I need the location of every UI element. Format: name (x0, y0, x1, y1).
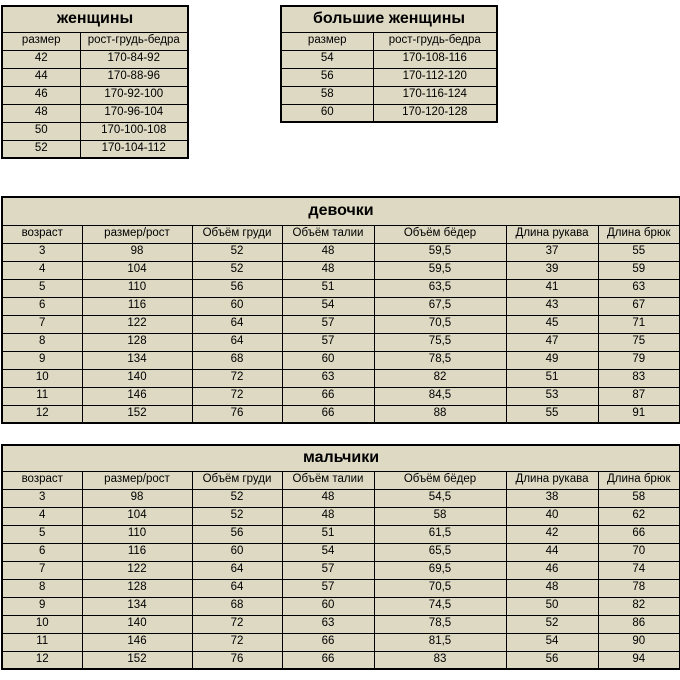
table-cell: 10 (2, 369, 82, 387)
table-cell: 170-92-100 (80, 86, 188, 104)
table-cell: 5 (2, 279, 82, 297)
table-cell: 65,5 (374, 543, 506, 561)
table-row (2, 543, 680, 561)
table-cell: 48 (282, 243, 374, 261)
table-row (2, 369, 680, 387)
table-cell: 62 (598, 507, 680, 525)
column-header: Длина рукава (506, 471, 598, 489)
table-cell: 170-88-96 (80, 68, 188, 86)
table-cell: 66 (282, 633, 374, 651)
table-header-row (281, 32, 497, 50)
table-row (2, 405, 680, 423)
table-cell: 66 (282, 405, 374, 423)
table-cell: 46 (506, 561, 598, 579)
table-cell: 38 (506, 489, 598, 507)
table-cell: 152 (82, 651, 192, 669)
table-cell: 98 (82, 243, 192, 261)
table-cell: 122 (82, 315, 192, 333)
table-cell: 66 (282, 651, 374, 669)
table-cell: 170-108-116 (373, 50, 497, 68)
column-header: возраст (2, 471, 82, 489)
table-cell: 140 (82, 369, 192, 387)
table-cell: 60 (192, 543, 282, 561)
table-cell: 54 (506, 633, 598, 651)
boys-size-table (1, 444, 680, 670)
table-cell: 48 (282, 261, 374, 279)
table-cell: 110 (82, 279, 192, 297)
table-cell: 9 (2, 351, 82, 369)
table-cell: 42 (506, 525, 598, 543)
table-row (2, 315, 680, 333)
table-row (2, 351, 680, 369)
table-cell: 54 (282, 297, 374, 315)
table-cell: 98 (82, 489, 192, 507)
table-cell: 5 (2, 525, 82, 543)
table-row (2, 279, 680, 297)
table-cell: 8 (2, 333, 82, 351)
table-cell: 60 (282, 351, 374, 369)
table-cell: 104 (82, 507, 192, 525)
table-cell: 140 (82, 615, 192, 633)
table-cell: 48 (282, 489, 374, 507)
column-header: Объём талии (282, 225, 374, 243)
table-cell: 57 (282, 579, 374, 597)
table-cell: 146 (82, 633, 192, 651)
column-header: размер/рост (82, 471, 192, 489)
column-header: Объём бёдер (374, 471, 506, 489)
table-cell: 46 (2, 86, 80, 104)
table-cell: 94 (598, 651, 680, 669)
girls-table-title: девочки (2, 197, 680, 225)
table-cell: 170-116-124 (373, 86, 497, 104)
table-cell: 8 (2, 579, 82, 597)
table-cell: 39 (506, 261, 598, 279)
table-cell: 48 (282, 507, 374, 525)
table-cell: 7 (2, 561, 82, 579)
table-row (2, 86, 188, 104)
table-cell: 78,5 (374, 351, 506, 369)
table-cell: 64 (192, 315, 282, 333)
table-cell: 4 (2, 261, 82, 279)
table-cell: 82 (374, 369, 506, 387)
table-row (2, 104, 188, 122)
table-cell: 41 (506, 279, 598, 297)
table-row (2, 507, 680, 525)
table-cell: 110 (82, 525, 192, 543)
table-cell: 64 (192, 561, 282, 579)
column-header: рост-грудь-бедра (80, 32, 188, 50)
table-cell: 67,5 (374, 297, 506, 315)
table-cell: 52 (2, 140, 80, 158)
table-cell: 43 (506, 297, 598, 315)
table-cell: 170-112-120 (373, 68, 497, 86)
table-cell: 75,5 (374, 333, 506, 351)
table-cell: 116 (82, 297, 192, 315)
table-cell: 57 (282, 315, 374, 333)
table-cell: 52 (192, 507, 282, 525)
table-cell: 63,5 (374, 279, 506, 297)
women-size-table (1, 5, 189, 159)
table-cell: 84,5 (374, 387, 506, 405)
table-cell: 56 (192, 279, 282, 297)
table-cell: 74 (598, 561, 680, 579)
table-row (2, 261, 680, 279)
table-cell: 83 (374, 651, 506, 669)
column-header: Объём груди (192, 471, 282, 489)
table-cell: 51 (282, 525, 374, 543)
column-header: Длина брюк (598, 225, 680, 243)
table-cell: 56 (506, 651, 598, 669)
table-cell: 37 (506, 243, 598, 261)
table-header-row (2, 225, 680, 243)
table-cell: 56 (192, 525, 282, 543)
table-cell: 170-104-112 (80, 140, 188, 158)
column-header: размер (2, 32, 80, 50)
table-cell: 44 (2, 68, 80, 86)
boys-table-title: мальчики (2, 445, 680, 471)
table-cell: 78,5 (374, 615, 506, 633)
table-row (2, 50, 188, 68)
table-cell: 83 (598, 369, 680, 387)
table-cell: 53 (506, 387, 598, 405)
table-cell: 122 (82, 561, 192, 579)
table-cell: 48 (506, 579, 598, 597)
column-header: Длина брюк (598, 471, 680, 489)
table-cell: 170-100-108 (80, 122, 188, 140)
table-cell: 56 (281, 68, 373, 86)
table-cell: 69,5 (374, 561, 506, 579)
column-header: возраст (2, 225, 82, 243)
table-cell: 60 (192, 297, 282, 315)
table-cell: 3 (2, 243, 82, 261)
table-cell: 47 (506, 333, 598, 351)
table-cell: 52 (192, 243, 282, 261)
table-row (2, 243, 680, 261)
table-cell: 72 (192, 387, 282, 405)
table-cell: 61,5 (374, 525, 506, 543)
table-cell: 57 (282, 561, 374, 579)
table-cell: 60 (281, 104, 373, 122)
table-cell: 146 (82, 387, 192, 405)
table-cell: 59,5 (374, 261, 506, 279)
table-cell: 55 (598, 243, 680, 261)
table-cell: 71 (598, 315, 680, 333)
table-cell: 70 (598, 543, 680, 561)
table-row (2, 489, 680, 507)
table-cell: 116 (82, 543, 192, 561)
table-cell: 170-96-104 (80, 104, 188, 122)
table-cell: 54,5 (374, 489, 506, 507)
column-header: Объём груди (192, 225, 282, 243)
table-cell: 170-84-92 (80, 50, 188, 68)
table-cell: 50 (2, 122, 80, 140)
table-row (2, 333, 680, 351)
table-cell: 70,5 (374, 315, 506, 333)
table-cell: 66 (282, 387, 374, 405)
table-row (2, 68, 188, 86)
table-cell: 48 (2, 104, 80, 122)
table-cell: 134 (82, 351, 192, 369)
table-cell: 54 (281, 50, 373, 68)
column-header: Объём талии (282, 471, 374, 489)
women-table-title: женщины (2, 6, 188, 32)
table-cell: 128 (82, 333, 192, 351)
table-cell: 59 (598, 261, 680, 279)
table-cell: 72 (192, 633, 282, 651)
table-cell: 6 (2, 543, 82, 561)
table-cell: 57 (282, 333, 374, 351)
table-cell: 59,5 (374, 243, 506, 261)
table-cell: 74,5 (374, 597, 506, 615)
table-cell: 54 (282, 543, 374, 561)
table-cell: 104 (82, 261, 192, 279)
table-cell: 76 (192, 405, 282, 423)
table-cell: 7 (2, 315, 82, 333)
table-cell: 82 (598, 597, 680, 615)
table-row (2, 387, 680, 405)
table-cell: 64 (192, 333, 282, 351)
table-row (281, 86, 497, 104)
table-row (281, 68, 497, 86)
table-row (2, 122, 188, 140)
table-cell: 51 (506, 369, 598, 387)
table-cell: 52 (192, 489, 282, 507)
column-header: рост-грудь-бедра (373, 32, 497, 50)
table-row (2, 633, 680, 651)
table-cell: 10 (2, 615, 82, 633)
table-cell: 91 (598, 405, 680, 423)
table-cell: 58 (281, 86, 373, 104)
table-cell: 68 (192, 597, 282, 615)
table-cell: 87 (598, 387, 680, 405)
table-header-row (2, 32, 188, 50)
table-row (281, 50, 497, 68)
column-header: Длина рукава (506, 225, 598, 243)
column-header: Объём бёдер (374, 225, 506, 243)
table-cell: 58 (374, 507, 506, 525)
table-cell: 70,5 (374, 579, 506, 597)
table-cell: 78 (598, 579, 680, 597)
table-row (2, 615, 680, 633)
column-header: размер/рост (82, 225, 192, 243)
table-cell: 11 (2, 633, 82, 651)
table-row (2, 561, 680, 579)
table-cell: 4 (2, 507, 82, 525)
table-cell: 90 (598, 633, 680, 651)
table-cell: 86 (598, 615, 680, 633)
table-cell: 63 (282, 369, 374, 387)
table-cell: 58 (598, 489, 680, 507)
table-cell: 68 (192, 351, 282, 369)
table-cell: 44 (506, 543, 598, 561)
table-cell: 9 (2, 597, 82, 615)
table-cell: 152 (82, 405, 192, 423)
table-cell: 75 (598, 333, 680, 351)
big-women-size-table (280, 5, 498, 123)
table-cell: 67 (598, 297, 680, 315)
table-cell: 88 (374, 405, 506, 423)
table-cell: 51 (282, 279, 374, 297)
table-cell: 50 (506, 597, 598, 615)
table-cell: 12 (2, 405, 82, 423)
table-row (2, 651, 680, 669)
table-row (2, 579, 680, 597)
table-cell: 49 (506, 351, 598, 369)
table-cell: 11 (2, 387, 82, 405)
table-header-row (2, 471, 680, 489)
table-cell: 52 (192, 261, 282, 279)
table-cell: 12 (2, 651, 82, 669)
table-cell: 66 (598, 525, 680, 543)
table-row (281, 104, 497, 122)
table-cell: 3 (2, 489, 82, 507)
table-cell: 64 (192, 579, 282, 597)
table-cell: 40 (506, 507, 598, 525)
column-header: размер (281, 32, 373, 50)
table-cell: 170-120-128 (373, 104, 497, 122)
table-cell: 128 (82, 579, 192, 597)
table-cell: 79 (598, 351, 680, 369)
table-row (2, 297, 680, 315)
table-cell: 45 (506, 315, 598, 333)
table-cell: 72 (192, 369, 282, 387)
table-cell: 72 (192, 615, 282, 633)
table-cell: 76 (192, 651, 282, 669)
table-cell: 60 (282, 597, 374, 615)
table-row (2, 525, 680, 543)
table-cell: 6 (2, 297, 82, 315)
table-cell: 55 (506, 405, 598, 423)
table-cell: 81,5 (374, 633, 506, 651)
table-cell: 63 (598, 279, 680, 297)
table-cell: 63 (282, 615, 374, 633)
table-cell: 52 (506, 615, 598, 633)
big-women-table-title: большие женщины (281, 6, 497, 32)
girls-size-table (1, 196, 680, 424)
table-cell: 42 (2, 50, 80, 68)
table-row (2, 140, 188, 158)
table-row (2, 597, 680, 615)
table-cell: 134 (82, 597, 192, 615)
